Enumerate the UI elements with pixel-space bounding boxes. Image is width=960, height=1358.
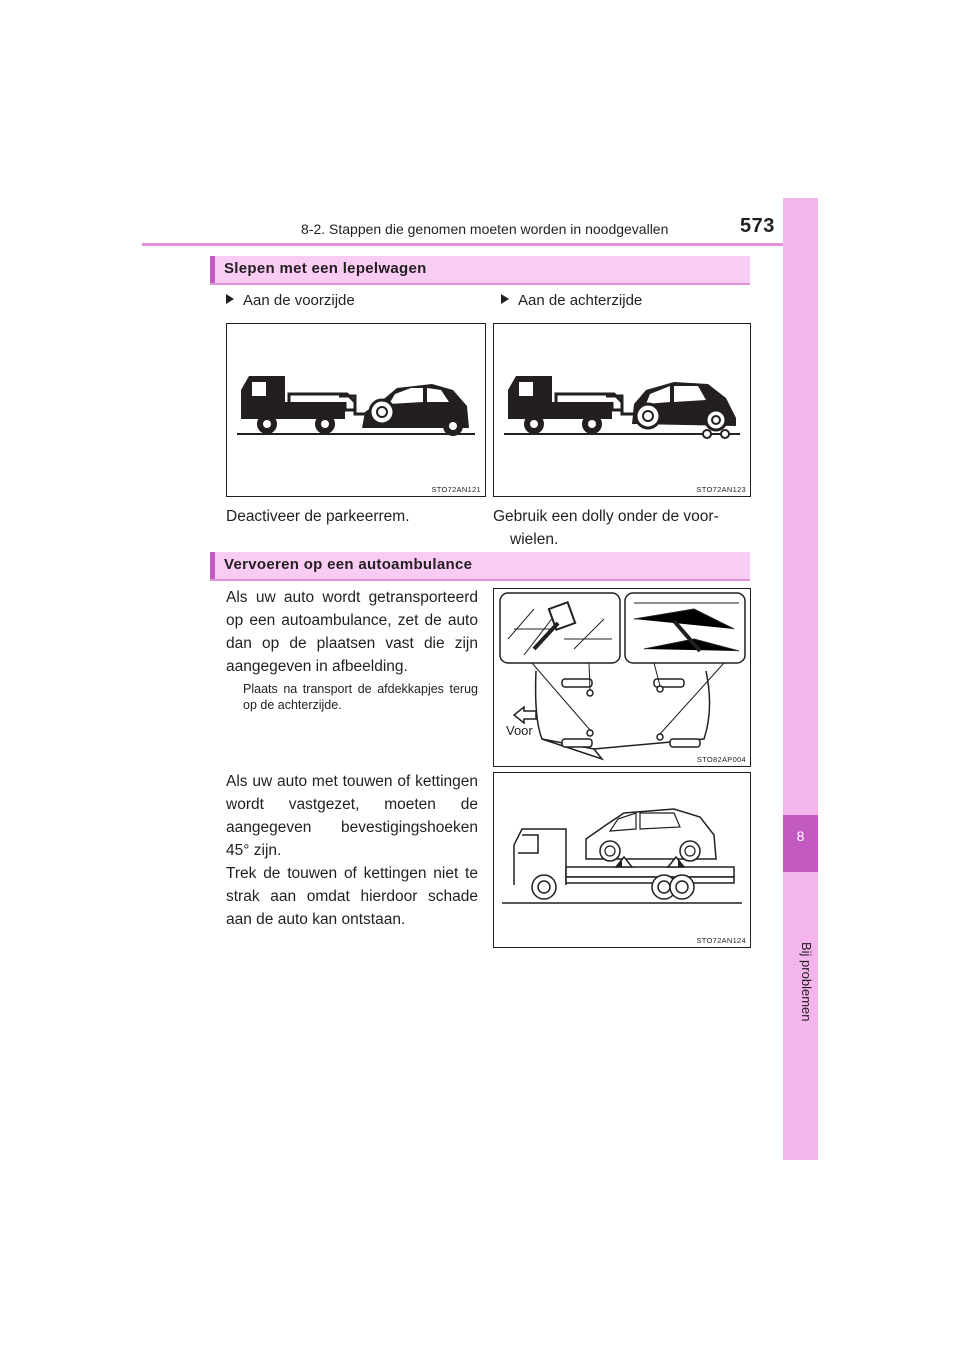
note-covers: Plaats na transport de afdekkapjes terug op de achterzijde. bbox=[243, 682, 478, 712]
figure-code: STO72AN124 bbox=[696, 936, 746, 945]
chapter-label: Bij problemen bbox=[799, 942, 814, 1022]
subheading-rear: Aan de achterzijde bbox=[501, 292, 642, 309]
caption-rear-line1: Gebruik een dolly onder de voor- bbox=[493, 508, 719, 525]
header-section-title: 8-2. Stappen die genomen moeten worden in noodgevallen bbox=[301, 221, 669, 237]
figure-code: STO72AN121 bbox=[431, 485, 481, 494]
caption-rear-line2: wielen. bbox=[510, 531, 559, 548]
triangle-bullet-icon bbox=[501, 294, 509, 304]
caption-front: Deactiveer de parkeerrem. bbox=[226, 508, 410, 525]
tow-truck-rear-illustration bbox=[494, 324, 750, 496]
figure-tie-down-points bbox=[493, 588, 751, 767]
direction-label: Voor bbox=[506, 723, 533, 738]
header-rule bbox=[142, 243, 818, 246]
figure-code: STO72AN123 bbox=[696, 485, 746, 494]
chapter-number: 8 bbox=[796, 828, 805, 844]
figure-rear-tow bbox=[493, 323, 751, 497]
tie-down-illustration bbox=[494, 589, 750, 766]
paragraph-ropes: Als uw auto met touwen of kettingen wordt vastgezet, moeten de aangegeven bevestigingshoeken 45° zijn. bbox=[226, 773, 478, 859]
tow-truck-front-illustration bbox=[227, 324, 485, 496]
paragraph-warning: Trek de touwen of kettingen niet te strak aan omdat hierdoor schade aan de auto kan ontstaan. bbox=[226, 865, 478, 928]
car-carrier-illustration bbox=[494, 773, 750, 947]
section-title: Vervoeren op een autoambulance bbox=[224, 556, 473, 573]
triangle-bullet-icon bbox=[226, 294, 234, 304]
figure-front-tow bbox=[226, 323, 486, 497]
paragraph-transport: Als uw auto wordt getransporteerd op een autoambulance, zet de auto dan op de plaatsen vast die zijn aangegeven in afbeelding. bbox=[226, 589, 478, 675]
section-heading-transport bbox=[210, 552, 750, 579]
figure-car-carrier bbox=[493, 772, 751, 948]
figure-code: STO82AP004 bbox=[696, 755, 746, 764]
section-title: Slepen met een lepelwagen bbox=[224, 260, 427, 277]
subheading-front: Aan de voorzijde bbox=[226, 292, 355, 309]
section-heading-towing bbox=[210, 256, 750, 283]
page-number: 573 bbox=[740, 215, 775, 237]
